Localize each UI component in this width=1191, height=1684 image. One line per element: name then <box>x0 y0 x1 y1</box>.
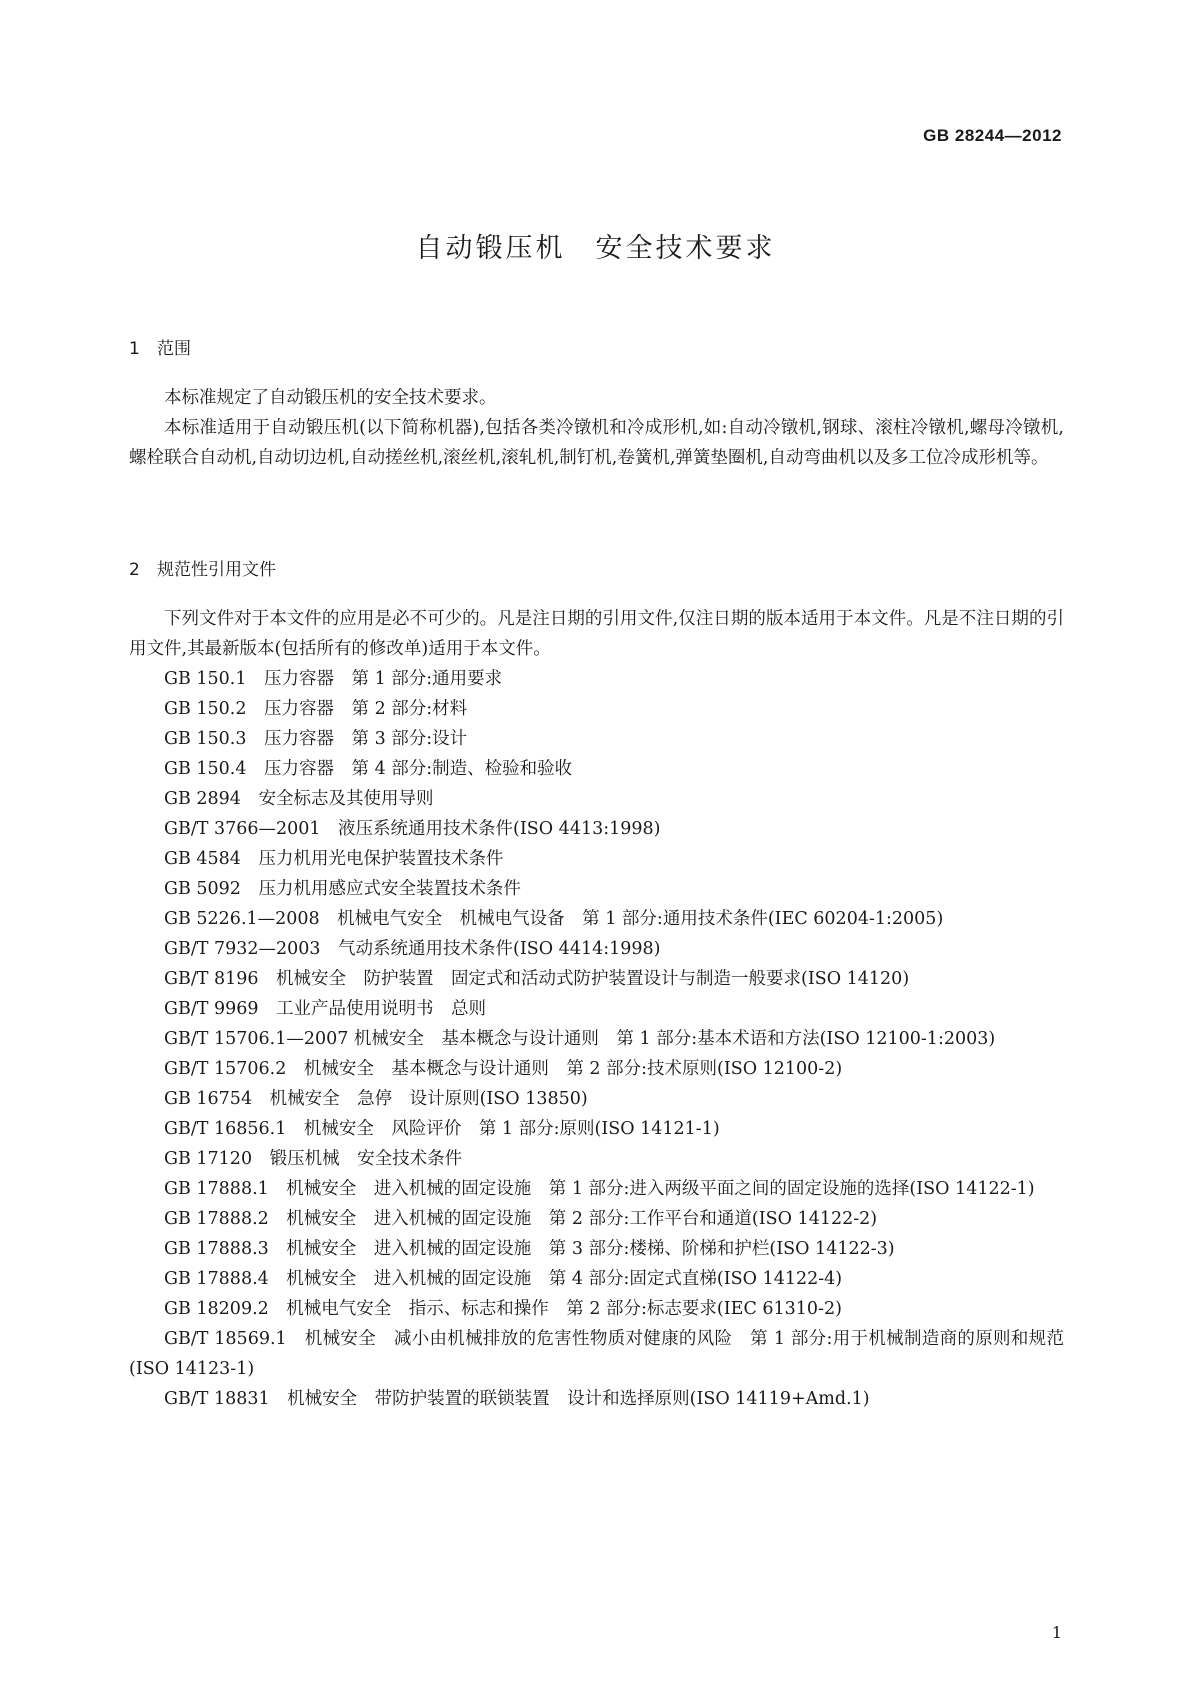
section-title: 规范性引用文件 <box>157 560 276 580</box>
section-heading-scope <box>129 334 191 359</box>
section-title: 范围 <box>157 339 191 359</box>
reference-item: GB/T 8196 机械安全 防护装置 固定式和活动式防护装置设计与制造一般要求(ISO 14120) <box>164 969 910 989</box>
reference-item: GB 16754 机械安全 急停 设计原则(ISO 13850) <box>164 1089 588 1109</box>
scope-paragraph: 本标准适用于自动锻压机(以下简称机器),包括各类冷镦机和冷成形机,如:自动冷镦机,钢球、滚柱冷镦机,螺母冷镦机,螺栓联合自动机,自动切边机,自动搓丝机,滚丝机,滚轧机,制钉机,卷簧机,弹簧垫圈机,自动弯曲机以及多工位冷成形机等。 <box>129 418 1064 468</box>
reference-item: GB 150.2 压力容器 第 2 部分:材料 <box>164 699 468 719</box>
reference-item: GB 4584 压力机用光电保护装置技术条件 <box>164 849 504 869</box>
references-body <box>129 604 1064 1414</box>
references-intro: 下列文件对于本文件的应用是必不可少的。凡是注日期的引用文件,仅注日期的版本适用于本文件。凡是不注日期的引用文件,其最新版本(包括所有的修改单)适用于本文件。 <box>129 609 1064 659</box>
section-number: 1 <box>129 339 140 359</box>
reference-item: GB/T 15706.1—2007 机械安全 基本概念与设计通则 第 1 部分:基本术语和方法(ISO 12100-1:2003) <box>164 1029 996 1049</box>
reference-item: GB/T 7932—2003 气动系统通用技术条件(ISO 4414:1998) <box>164 939 661 959</box>
reference-item: GB 18209.2 机械电气安全 指示、标志和操作 第 2 部分:标志要求(IEC 61310-2) <box>164 1299 842 1319</box>
reference-item: GB/T 18831 机械安全 带防护装置的联锁装置 设计和选择原则(ISO 14119+Amd.1) <box>164 1389 870 1409</box>
reference-item: GB 17888.1 机械安全 进入机械的固定设施 第 1 部分:进入两级平面之间的固定设施的选择(ISO 14122-1) <box>164 1179 1035 1199</box>
reference-item: GB 150.1 压力容器 第 1 部分:通用要求 <box>164 669 503 689</box>
reference-item: GB/T 9969 工业产品使用说明书 总则 <box>164 999 487 1019</box>
scope-paragraph: 本标准规定了自动锻压机的安全技术要求。 <box>164 388 497 408</box>
reference-item: GB 17888.2 机械安全 进入机械的固定设施 第 2 部分:工作平台和通道(ISO 14122-2) <box>164 1209 878 1229</box>
section-heading-normative-references <box>129 555 276 580</box>
reference-item: GB 150.3 压力容器 第 3 部分:设计 <box>164 729 468 749</box>
reference-item: GB/T 3766—2001 液压系统通用技术条件(ISO 4413:1998) <box>164 819 661 839</box>
reference-item: GB 17888.4 机械安全 进入机械的固定设施 第 4 部分:固定式直梯(ISO 14122-4) <box>164 1269 843 1289</box>
reference-item: GB 5226.1—2008 机械电气安全 机械电气设备 第 1 部分:通用技术条件(IEC 60204-1:2005) <box>164 909 944 929</box>
reference-item: GB 17120 锻压机械 安全技术条件 <box>164 1149 463 1169</box>
reference-item: GB/T 18569.1 机械安全 减小由机械排放的危害性物质对健康的风险 第 1 部分:用于机械制造商的原则和规范(ISO 14123-1) <box>129 1329 1064 1379</box>
document-title: 自动锻压机 安全技术要求 <box>415 233 776 264</box>
reference-item: GB 5092 压力机用感应式安全装置技术条件 <box>164 879 521 899</box>
reference-item: GB 150.4 压力容器 第 4 部分:制造、检验和验收 <box>164 759 573 779</box>
reference-item: GB/T 16856.1 机械安全 风险评价 第 1 部分:原则(ISO 14121-1) <box>164 1119 720 1139</box>
scope-body <box>129 383 1064 473</box>
reference-item: GB 17888.3 机械安全 进入机械的固定设施 第 3 部分:楼梯、阶梯和护栏(ISO 14122-3) <box>164 1239 895 1259</box>
reference-item: GB 2894 安全标志及其使用导则 <box>164 789 434 809</box>
standard-code: GB 28244—2012 <box>923 126 1062 145</box>
reference-item: GB/T 15706.2 机械安全 基本概念与设计通则 第 2 部分:技术原则(ISO 12100-2) <box>164 1059 843 1079</box>
section-number: 2 <box>129 560 140 580</box>
page-number: 1 <box>1051 1623 1062 1642</box>
